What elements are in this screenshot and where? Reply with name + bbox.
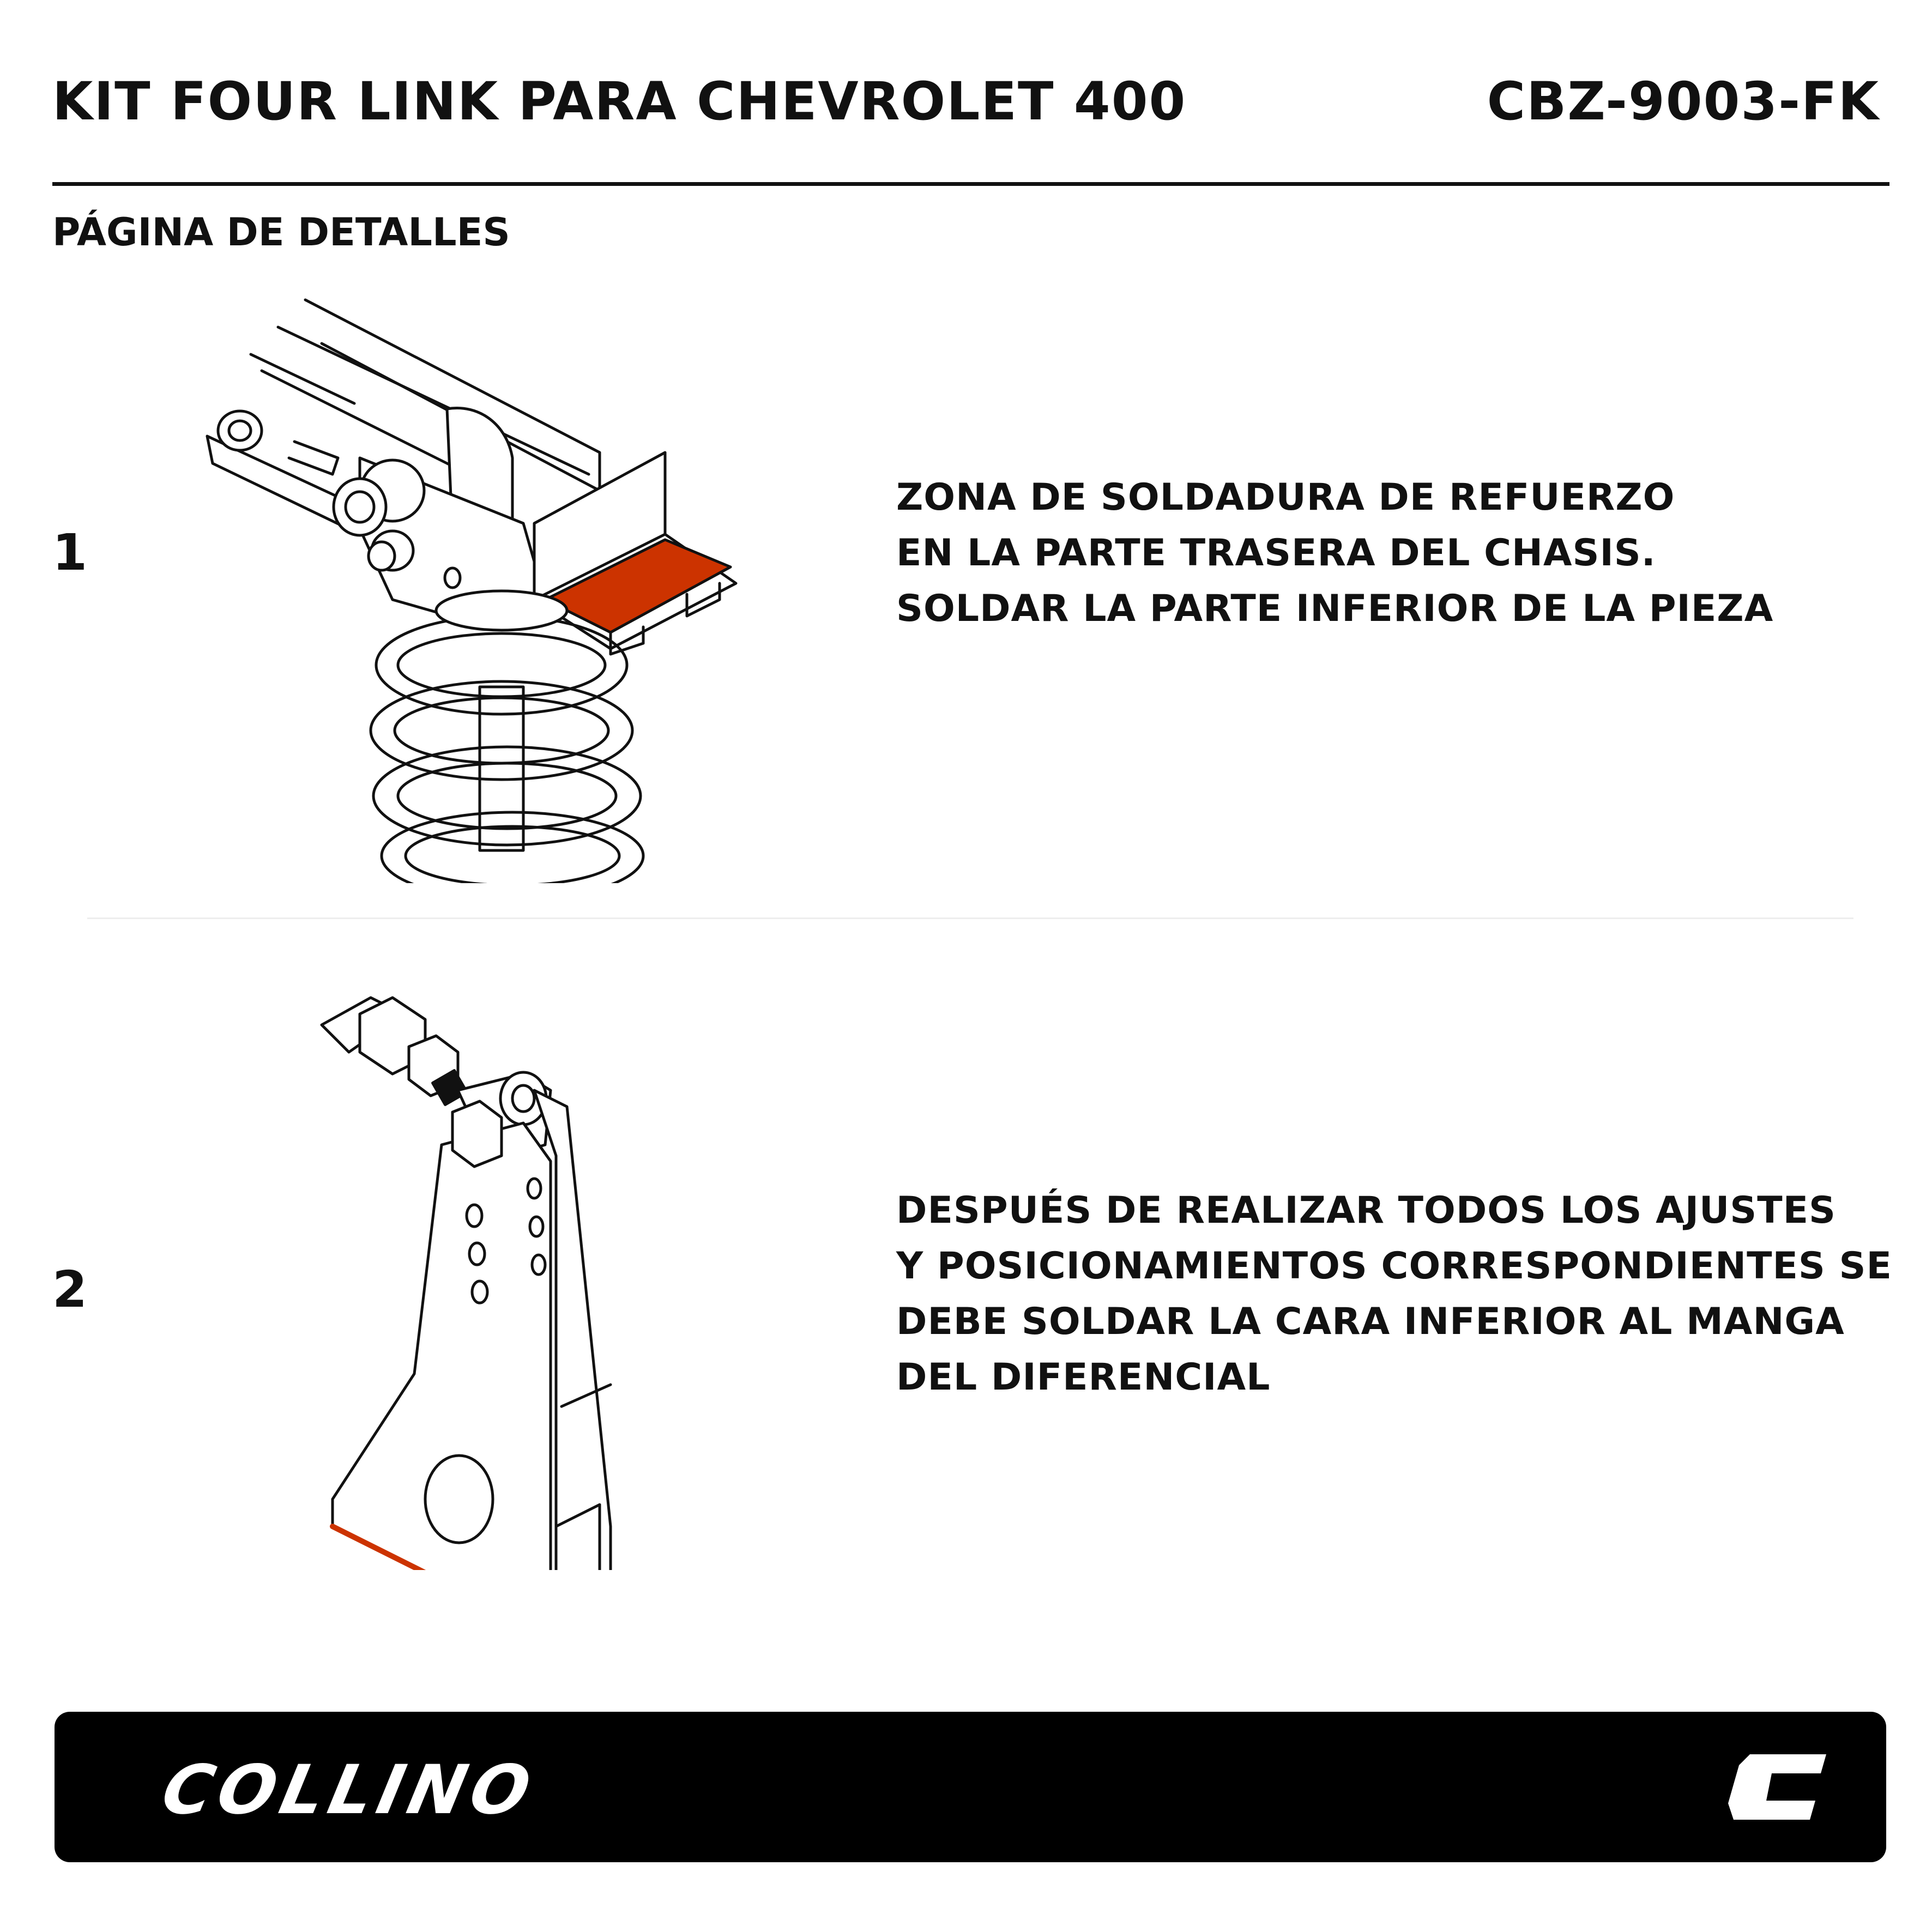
brand-logo: COLLINO [155, 1751, 543, 1830]
section-subtitle: PÁGINA DE DETALLES [52, 210, 510, 255]
step-2-number: 2 [52, 1260, 88, 1319]
differential-bracket-illustration [316, 981, 621, 1570]
chassis-weld-illustration [196, 294, 774, 883]
step-2-line: DEBE SOLDAR LA CARA INFERIOR AL MANGA [896, 1300, 1845, 1343]
step-2-description [896, 1183, 1892, 1405]
step-2-line: DEL DIFERENCIAL [896, 1356, 1271, 1399]
step-1-line: EN LA PARTE TRASERA DEL CHASIS. [896, 532, 1656, 575]
section-divider [87, 917, 1853, 919]
step-1-description [896, 470, 1773, 637]
header-divider [52, 182, 1889, 186]
brand-c-icon [1728, 1749, 1832, 1825]
step-1-line: ZONA DE SOLDADURA DE REFUERZO [896, 476, 1675, 519]
step-2-line: DESPUÉS DE REALIZAR TODOS LOS AJUSTES [896, 1189, 1837, 1232]
step-1-number: 1 [52, 523, 88, 582]
page-title: KIT FOUR LINK PARA CHEVROLET 400 [52, 71, 1187, 132]
product-code: CBZ-9003-FK [1487, 71, 1880, 132]
step-2-line: Y POSICIONAMIENTOS CORRESPONDIENTES SE [896, 1245, 1892, 1288]
step-1-line: SOLDAR LA PARTE INFERIOR DE LA PIEZA [896, 587, 1774, 630]
footer-bar [55, 1712, 1886, 1862]
